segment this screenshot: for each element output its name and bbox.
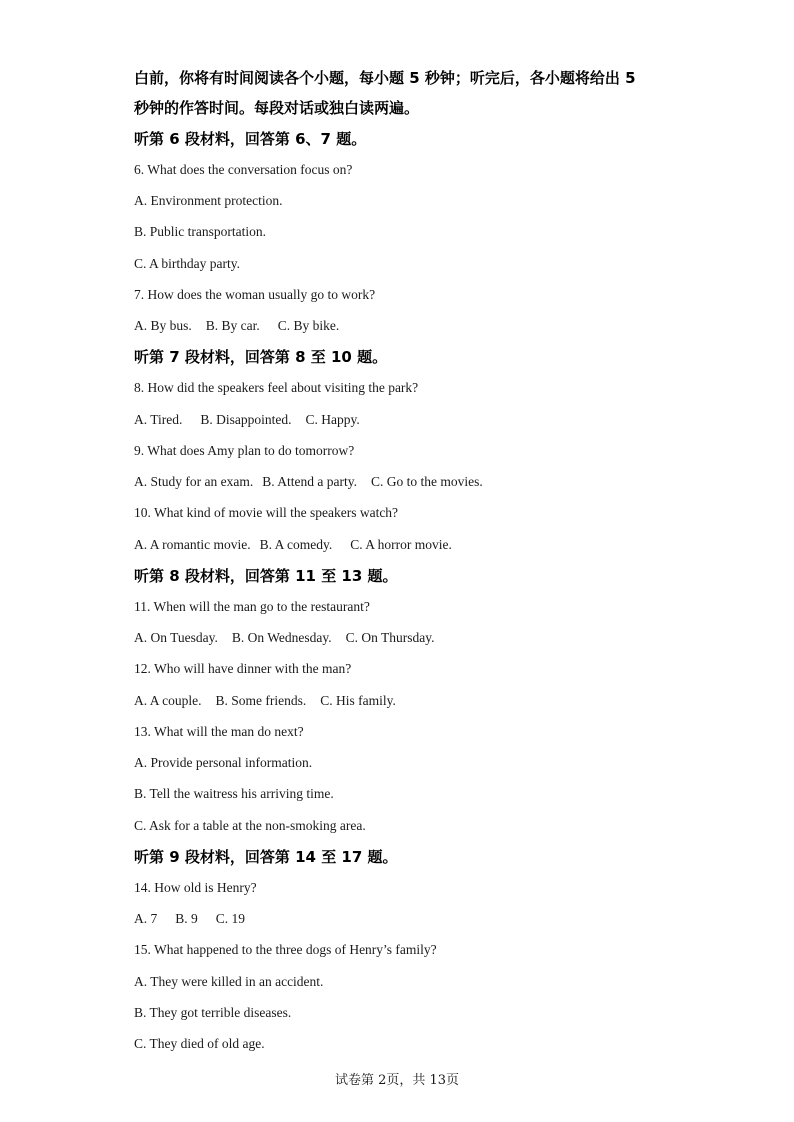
question-8-option-a: A. Tired.: [134, 412, 183, 427]
question-10-option-c: C. A horror movie.: [350, 537, 452, 552]
question-13-option-a: A. Provide personal information.: [134, 755, 313, 770]
question-8-option-c: C. Happy.: [305, 412, 360, 427]
question-9-option-b: B. Attend a party.: [262, 474, 357, 489]
question-7-stem: 7. How does the woman usually go to work?: [134, 287, 376, 302]
question-9-option-a: A. Study for an exam.: [134, 474, 254, 489]
question-9-option-c: C. Go to the movies.: [370, 474, 483, 489]
question-15-stem: 15. What happened to the three dogs of Henry’s family?: [134, 942, 437, 957]
question-15-option-c: C. They died of old age.: [134, 1036, 265, 1051]
question-14-options: [134, 910, 245, 928]
question-7-option-a: A. By bus.: [134, 318, 192, 333]
question-7-option-c: C. By bike.: [277, 318, 340, 333]
question-8-option-b: B. Disappointed.: [200, 412, 292, 427]
question-10-option-a: A. A romantic movie.: [134, 537, 251, 552]
question-12-option-b: B. Some friends.: [215, 693, 307, 708]
question-12-option-a: A. A couple.: [134, 693, 202, 708]
question-7-option-b: B. By car.: [205, 318, 260, 333]
question-15-option-a: A. They were killed in an accident.: [134, 974, 324, 989]
question-11-option-b: B. On Wednesday.: [231, 630, 332, 645]
question-14-option-a: A. 7: [134, 911, 158, 926]
question-14-stem: 14. How old is Henry?: [134, 880, 257, 895]
question-9-options: [134, 473, 483, 491]
question-15-option-b: B. They got terrible diseases.: [134, 1005, 292, 1020]
question-10-stem: 10. What kind of movie will the speakers watch?: [134, 505, 399, 520]
question-10-options: [134, 536, 452, 554]
page-footer: 试卷第 2页，共 13页: [334, 1073, 460, 1088]
section-heading-8: 听第 8 段材料，回答第 11 至 13 题。: [134, 567, 398, 585]
question-6-stem: 6. What does the conversation focus on?: [134, 162, 353, 177]
question-6-option-c: C. A birthday party.: [134, 256, 240, 271]
question-12-option-c: C. His family.: [320, 693, 396, 708]
question-7-options: [134, 317, 339, 335]
question-13-stem: 13. What will the man do next?: [134, 724, 304, 739]
instruction-line-2: 秒钟的作答时间。每段对话或独白读两遍。: [134, 99, 420, 117]
question-14-option-c: C. 19: [215, 911, 246, 926]
question-8-stem: 8. How did the speakers feel about visiting the park?: [134, 380, 419, 395]
question-6-option-a: A. Environment protection.: [134, 193, 283, 208]
question-8-options: [134, 411, 360, 429]
question-6-option-b: B. Public transportation.: [134, 224, 266, 239]
question-11-option-a: A. On Tuesday.: [134, 630, 218, 645]
instruction-line-1: 白前，你将有时间阅读各个小题，每小题 5 秒钟；听完后，各小题将给出 5: [134, 69, 636, 87]
question-11-stem: 11. When will the man go to the restaurant?: [134, 599, 370, 614]
section-heading-6: 听第 6 段材料，回答第 6、7 题。: [134, 130, 367, 148]
question-11-option-c: C. On Thursday.: [345, 630, 435, 645]
question-14-option-b: B. 9: [175, 911, 198, 926]
question-13-option-b: B. Tell the waitress his arriving time.: [134, 786, 334, 801]
question-9-stem: 9. What does Amy plan to do tomorrow?: [134, 443, 355, 458]
question-10-option-b: B. A comedy.: [259, 537, 333, 552]
section-heading-7: 听第 7 段材料，回答第 8 至 10 题。: [134, 348, 388, 366]
question-11-options: [134, 629, 435, 647]
question-13-option-c: C. Ask for a table at the non-smoking area.: [134, 818, 366, 833]
question-12-options: [134, 692, 396, 710]
section-heading-9: 听第 9 段材料，回答第 14 至 17 题。: [134, 848, 398, 866]
question-12-stem: 12. Who will have dinner with the man?: [134, 661, 352, 676]
